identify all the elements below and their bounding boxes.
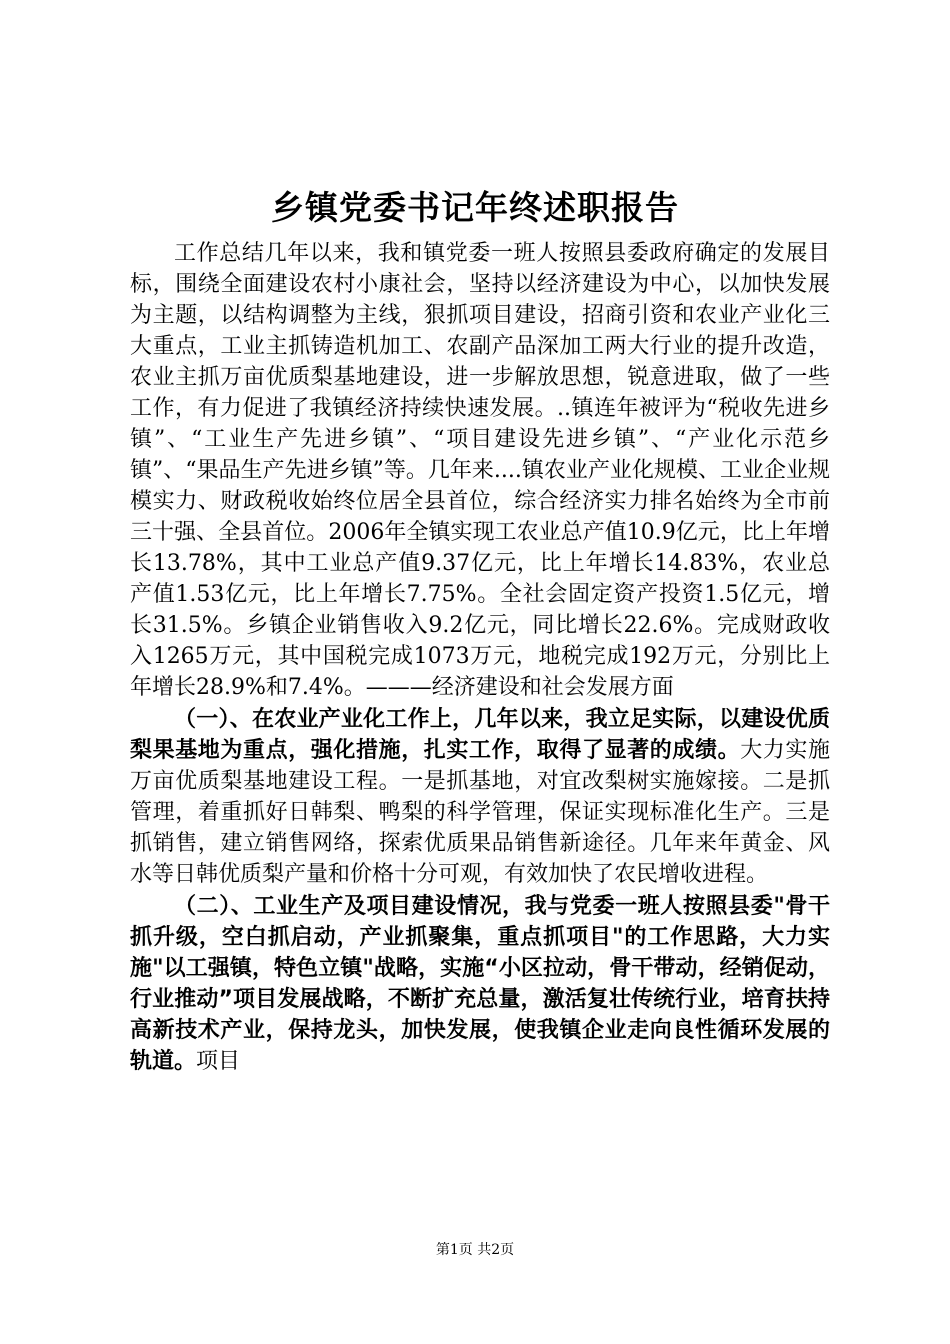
paragraph-agriculture <box>130 704 830 890</box>
page-number-footer: 第1页 共2页 <box>435 1242 515 1258</box>
document-body <box>130 238 830 1078</box>
paragraph-lead: （一）、在农业产业化工作上，几年以来，我立足实际，以建设优质梨果基地为重点，强化措施，扎实工作，取得了显著的成绩。 <box>130 707 830 763</box>
paragraph-text: 工作总结几年以来，我和镇党委一班人按照县委政府确定的发展目标，围绕全面建设农村小康社会，坚持以经济建设为中心，以加快发展为主题，以结构调整为主线，狠抓项目建设，招商引资和农业产业化三大重点，工业主抓铸造机加工、农副产品深加工两大行业的提升改造，农业主抓万亩优质梨基地建设，进一步解放思想，锐意进取，做了一些工作，有力促进了我镇经济持续快速发展。..镇连年被评为“税收先进乡镇”、“工业生产先进乡镇”、“项目建设先进乡镇”、“产业化示范乡镇”、“果品生产先进乡镇”等。几年来....镇农业产业化规模、工业企业规模实力、财政税收始终位居全县首位，综合经济实力排名始终为全市前三十强、全县首位。2006年全镇实现工农业总产值10.9亿元，比上年增长13.78%，其中工业总产值9.37亿元，比上年增长14.83%，农业总产值1.53亿元，比上年增长7.75%。全社会固定资产投资1.5亿元，增长31.5%。乡镇企业销售收入9.2亿元，同比增长22.6%。完成财政收入1265万元，其中国税完成1073万元，地税完成192万元，分别比上年增长28.9%和7.4%。———经济建设和社会发展方面 <box>130 241 830 700</box>
document-title: 乡镇党委书记年终述职报告 <box>271 188 679 227</box>
paragraph-lead: （二）、工业生产及项目建设情况，我与党委一班人按照县委"骨干抓升级，空白抓启动，产业抓聚集，重点抓项目"的工作思路，大力实施"以工强镇，特色立镇"战略，实施“小区拉动，骨干带动，经销促动，行业推动”项目发展战略，不断扩充总量，激活复壮传统行业，培育扶持高新技术产业，保持龙头，加快发展，使我镇企业走向良性循环发展的轨道。 <box>130 894 830 1074</box>
paragraph-text: 项目 <box>196 1049 241 1074</box>
paragraph-industry <box>130 891 830 1077</box>
paragraph-text: 大力实施万亩优质梨基地建设工程。一是抓基地，对宜改梨树实施嫁接。二是抓管理，着重抓好日韩梨、鸭梨的科学管理，保证实现标准化生产。三是抓销售，建立销售网络，探索优质果品销售新途径。几年来年黄金、风水等日韩优质梨产量和价格十分可观，有效加快了农民增收进程。 <box>130 738 830 887</box>
paragraph-intro <box>130 238 830 703</box>
